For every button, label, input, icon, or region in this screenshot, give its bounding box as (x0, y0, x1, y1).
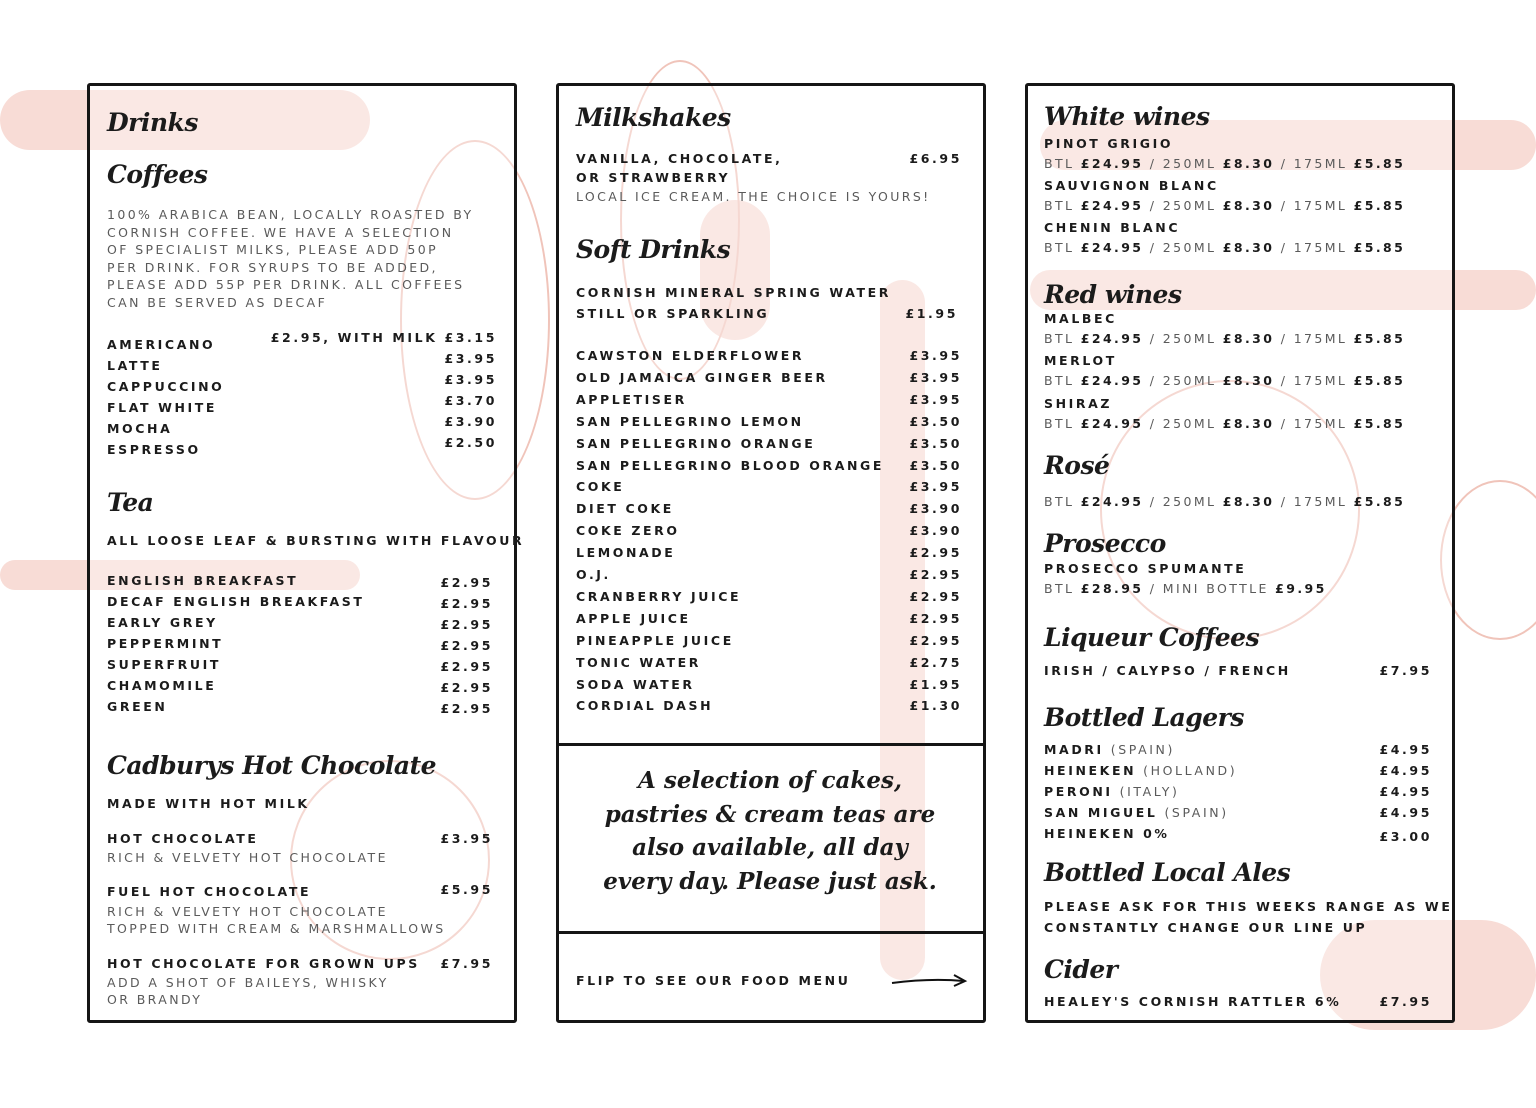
menu-item-name: STILL OR SPARKLING (576, 306, 770, 321)
menu-item-name: OR STRAWBERRY (576, 170, 731, 185)
menu-item-description: TOPPED WITH CREAM & MARSHMALLOWS (107, 921, 446, 936)
bottle-price: £24.95 (1080, 156, 1144, 171)
wine-prices (1044, 156, 1405, 172)
bottle-price: £24.95 (1080, 198, 1144, 213)
lager-brand: PERONI (1044, 784, 1113, 799)
glass-175ml-label: 175ML (1293, 156, 1348, 171)
rose-heading: Rosé (1044, 451, 1110, 480)
bottled-lagers-heading: Bottled Lagers (1044, 703, 1244, 732)
menu-item-name: FLAT WHITE (107, 400, 218, 415)
bottle-price: £24.95 (1080, 373, 1144, 388)
menu-item-name: CRANBERRY JUICE (576, 588, 742, 604)
menu-item-price: £3.90 (444, 414, 497, 429)
glass-250ml-price: £8.30 (1222, 331, 1275, 346)
menu-item-price: £2.95 (909, 632, 962, 648)
menu-item-price: £2.95 (440, 575, 493, 590)
glass-175ml-price: £5.85 (1353, 198, 1406, 213)
bottle-label: BTL (1044, 416, 1075, 431)
cakes-note: A selection of cakes, (638, 767, 902, 794)
glass-250ml-label: 250ML (1162, 156, 1217, 171)
bottle-price: £28.95 (1080, 581, 1144, 596)
menu-item-price: £2.95, WITH MILK £3.15 (270, 330, 497, 345)
glass-175ml-price: £5.85 (1353, 156, 1406, 171)
menu-item-name: DECAF ENGLISH BREAKFAST (107, 594, 365, 609)
menu-item-name: APPLE JUICE (576, 610, 691, 626)
separator: / (1280, 331, 1288, 346)
menu-item-price: £3.00 (1379, 829, 1432, 844)
bottle-label: BTL (1044, 240, 1075, 255)
glass-175ml-price: £5.85 (1353, 240, 1406, 255)
glass-175ml-price: £5.85 (1353, 416, 1406, 431)
menu-item-price: £3.90 (909, 501, 962, 517)
menu-item-name: SAN PELLEGRINO BLOOD ORANGE (576, 457, 885, 473)
glass-175ml-label: 175ML (1293, 331, 1348, 346)
glass-175ml-label: 175ML (1293, 240, 1348, 255)
red-wines-heading: Red wines (1044, 280, 1182, 309)
menu-item-price: £4.95 (1379, 763, 1432, 778)
coffees-description: OF SPECIALIST MILKS, PLEASE ADD 50P (107, 242, 439, 257)
menu-item-name: PEPPERMINT (107, 636, 224, 651)
separator: / (1280, 156, 1288, 171)
menu-item-name: COKE (576, 479, 625, 495)
menu-item-price: £3.90 (909, 523, 962, 539)
menu-item-price: £1.95 (905, 306, 958, 321)
lager-origin: (SPAIN) (1164, 805, 1229, 820)
menu-item-name: CORDIAL DASH (576, 698, 714, 714)
wine-name: SHIRAZ (1044, 396, 1113, 411)
coffees-description: PLEASE ADD 55P PER DRINK. ALL COFFEES (107, 277, 465, 292)
section-title: Drinks (107, 108, 198, 137)
tea-heading: Tea (107, 488, 154, 517)
menu-item-price: £7.95 (440, 956, 493, 971)
menu-item-price: £2.95 (440, 701, 493, 716)
glass-175ml-label: 175ML (1293, 373, 1348, 388)
menu-item-name: FUEL HOT CHOCOLATE (107, 884, 312, 899)
glass-175ml-price: £5.85 (1353, 494, 1406, 509)
glass-250ml-price: £8.30 (1222, 416, 1275, 431)
prosecco-prices (1044, 581, 1327, 597)
glass-175ml-price: £5.85 (1353, 373, 1406, 388)
menu-item-name: OLD JAMAICA GINGER BEER (576, 369, 828, 385)
separator: / (1149, 331, 1157, 346)
menu-item-name: SAN PELLEGRINO ORANGE (576, 435, 816, 451)
menu-item-name: COKE ZERO (576, 523, 680, 539)
coffees-description: CORNISH COFFEE. WE HAVE A SELECTION (107, 224, 454, 240)
separator: / (1149, 198, 1157, 213)
menu-item-name: HOT CHOCOLATE FOR GROWN UPS (107, 956, 420, 971)
menu-item-name: PINEAPPLE JUICE (576, 632, 734, 648)
coffees-description: 100% ARABICA BEAN, LOCALLY ROASTED BY (107, 207, 474, 222)
glass-175ml-label: 175ML (1293, 198, 1348, 213)
white-wines-heading: White wines (1044, 102, 1210, 131)
bottle-price: £24.95 (1080, 331, 1144, 346)
flip-to-food-menu-link[interactable]: FLIP TO SEE OUR FOOD MENU (576, 973, 851, 988)
separator: / (1280, 494, 1288, 509)
menu-item-name: CORNISH MINERAL SPRING WATER (576, 285, 891, 300)
lager-origin: (SPAIN) (1110, 742, 1175, 757)
menu-item-name: EARLY GREY (107, 615, 218, 630)
hot-chocolate-heading: Cadburys Hot Chocolate (107, 751, 437, 780)
menu-item-name: IRISH / CALYPSO / FRENCH (1044, 663, 1291, 678)
lager-name (1044, 826, 1170, 842)
wine-prices (1044, 198, 1405, 214)
menu-item-name: ENGLISH BREAKFAST (107, 573, 299, 588)
menu-item-price: £3.95 (909, 391, 962, 407)
bottle-label: BTL (1044, 581, 1075, 596)
mini-bottle-label: MINI BOTTLE (1162, 581, 1269, 596)
menu-item-name: LATTE (107, 358, 163, 373)
lager-brand: HEINEKEN (1044, 763, 1137, 778)
separator: / (1280, 198, 1288, 213)
separator: / (1149, 494, 1157, 509)
coffees-heading: Coffees (107, 160, 208, 189)
menu-item-price: £3.95 (444, 351, 497, 366)
menu-item-name: AMERICANO (107, 337, 216, 352)
menu-item-price: £3.95 (909, 348, 962, 363)
glass-250ml-price: £8.30 (1222, 240, 1275, 255)
menu-item-price: £2.95 (440, 638, 493, 653)
menu-item-price: £2.95 (909, 588, 962, 604)
menu-item-price: £3.95 (909, 479, 962, 495)
coffees-description: PER DRINK. FOR SYRUPS TO BE ADDED, (107, 259, 438, 275)
glass-250ml-price: £8.30 (1222, 198, 1275, 213)
bottled-local-ales-heading: Bottled Local Ales (1044, 858, 1291, 887)
cakes-note: also available, all day (632, 834, 908, 861)
wine-prices (1044, 331, 1405, 347)
menu-item-name: CAWSTON ELDERFLOWER (576, 348, 805, 363)
menu-item-name: MOCHA (107, 421, 173, 436)
menu-item-price: £2.95 (440, 596, 493, 611)
tea-note: ALL LOOSE LEAF & BURSTING WITH FLAVOUR (107, 533, 525, 548)
wine-name: MERLOT (1044, 353, 1117, 368)
menu-item-price: £7.95 (1379, 994, 1432, 1009)
wine-name: PROSECCO SPUMANTE (1044, 561, 1247, 576)
lager-origin: (HOLLAND) (1143, 763, 1238, 778)
lager-name (1044, 805, 1229, 821)
menu-item-description: OR BRANDY (107, 992, 203, 1007)
menu-item-price: £7.95 (1379, 663, 1432, 678)
glass-175ml-label: 175ML (1293, 416, 1348, 431)
menu-item-description: RICH & VELVETY HOT CHOCOLATE (107, 904, 388, 919)
soft-drinks-heading: Soft Drinks (576, 235, 731, 264)
glass-250ml-price: £8.30 (1222, 373, 1275, 388)
separator: / (1280, 416, 1288, 431)
menu-item-name: VANILLA, CHOCOLATE, (576, 151, 783, 166)
wine-prices (1044, 416, 1405, 432)
bottle-price: £24.95 (1080, 494, 1144, 509)
menu-item-description: ADD A SHOT OF BAILEYS, WHISKY (107, 975, 389, 990)
menu-item-name: HEALEY'S CORNISH RATTLER 6% (1044, 994, 1342, 1009)
liqueur-coffees-heading: Liqueur Coffees (1044, 623, 1260, 652)
mini-bottle-price: £9.95 (1275, 581, 1327, 596)
menu-item-price: £4.95 (1379, 805, 1432, 820)
menu-item-name: APPLETISER (576, 391, 687, 407)
bottle-label: BTL (1044, 373, 1075, 388)
menu-item-price: £1.95 (909, 676, 962, 692)
lager-name (1044, 763, 1237, 779)
glass-250ml-price: £8.30 (1222, 494, 1275, 509)
separator: / (1149, 373, 1157, 388)
menu-item-price: £3.50 (909, 457, 962, 473)
milkshakes-heading: Milkshakes (576, 103, 731, 132)
separator: / (1149, 156, 1157, 171)
menu-item-price: £2.95 (909, 567, 962, 582)
menu-item-name: O.J. (576, 567, 611, 582)
cider-heading: Cider (1044, 955, 1118, 984)
bottle-price: £24.95 (1080, 416, 1144, 431)
wine-name: PINOT GRIGIO (1044, 136, 1174, 151)
glass-250ml-label: 250ML (1162, 494, 1217, 509)
wine-name: SAUVIGNON BLANC (1044, 178, 1219, 193)
ales-note: PLEASE ASK FOR THIS WEEKS RANGE AS WE (1044, 899, 1453, 914)
lager-name (1044, 784, 1179, 800)
menu-item-name: GREEN (107, 699, 168, 714)
menu-item-price: £2.50 (444, 435, 497, 450)
menu-item-price: £4.95 (1379, 784, 1432, 799)
glass-175ml-label: 175ML (1293, 494, 1348, 509)
menu-item-price: £3.95 (440, 831, 493, 846)
divider (556, 931, 986, 934)
menu-item-price: £1.30 (909, 698, 962, 714)
lager-name (1044, 742, 1175, 758)
menu-item-description: LOCAL ICE CREAM. THE CHOICE IS YOURS! (576, 189, 931, 204)
menu-item-name: SUPERFRUIT (107, 657, 221, 672)
lager-origin: (ITALY) (1119, 784, 1180, 799)
glass-250ml-label: 250ML (1162, 331, 1217, 346)
menu-item-price: £3.95 (909, 369, 962, 385)
separator: / (1149, 240, 1157, 255)
glass-250ml-label: 250ML (1162, 416, 1217, 431)
bottle-label: BTL (1044, 331, 1075, 346)
menu-item-price: £3.50 (909, 435, 962, 451)
cakes-note: pastries & cream teas are (604, 800, 936, 828)
menu-item-name: SAN PELLEGRINO LEMON (576, 413, 804, 429)
separator: / (1149, 581, 1157, 596)
menu-item-price: £2.75 (909, 654, 962, 670)
coffees-description: CAN BE SERVED AS DECAF (107, 294, 328, 310)
ales-note: CONSTANTLY CHANGE OUR LINE UP (1044, 920, 1368, 935)
menu-item-name: CHAMOMILE (107, 678, 217, 693)
glass-175ml-price: £5.85 (1353, 331, 1406, 346)
lager-brand: MADRI (1044, 742, 1104, 757)
menu-item-price: £2.95 (440, 617, 493, 632)
bottle-label: BTL (1044, 494, 1075, 509)
bottle-price: £24.95 (1080, 240, 1144, 255)
menu-item-price: £5.95 (440, 882, 493, 897)
separator: / (1280, 240, 1288, 255)
lager-brand: SAN MIGUEL (1044, 805, 1158, 820)
arrow-right-icon (890, 972, 968, 990)
separator: / (1280, 373, 1288, 388)
wine-prices (1044, 373, 1405, 389)
hot-chocolate-note: MADE WITH HOT MILK (107, 796, 310, 811)
menu-item-name: SODA WATER (576, 676, 695, 692)
lager-brand: HEINEKEN 0% (1044, 826, 1170, 841)
menu-item-name: LEMONADE (576, 545, 676, 561)
menu-item-description: RICH & VELVETY HOT CHOCOLATE (107, 850, 388, 865)
menu-item-name: TONIC WATER (576, 654, 702, 670)
menu-item-price: £2.95 (909, 610, 962, 626)
wine-prices (1044, 240, 1405, 256)
menu-item-price: £2.95 (440, 680, 493, 695)
prosecco-heading: Prosecco (1044, 529, 1166, 558)
menu-item-price: £2.95 (440, 659, 493, 674)
menu-item-name: CAPPUCCINO (107, 379, 225, 394)
wine-name: MALBEC (1044, 311, 1117, 326)
glass-250ml-price: £8.30 (1222, 156, 1275, 171)
menu-item-price: £3.70 (444, 393, 497, 408)
cakes-note: every day. Please just ask. (603, 867, 937, 895)
menu-item-price: £3.95 (444, 372, 497, 387)
menu-item-price: £6.95 (909, 151, 962, 166)
menu-item-price: £2.95 (909, 545, 962, 561)
menu-item-price: £3.50 (909, 413, 962, 429)
wine-prices (1044, 494, 1405, 510)
menu-item-name: HOT CHOCOLATE (107, 831, 259, 846)
glass-250ml-label: 250ML (1162, 198, 1217, 213)
glass-250ml-label: 250ML (1162, 373, 1217, 388)
bottle-label: BTL (1044, 198, 1075, 213)
menu-item-name: DIET COKE (576, 501, 674, 517)
glass-250ml-label: 250ML (1162, 240, 1217, 255)
wine-name: CHENIN BLANC (1044, 220, 1181, 235)
divider (556, 743, 986, 746)
bottle-label: BTL (1044, 156, 1075, 171)
menu-item-price: £4.95 (1379, 742, 1432, 757)
menu-item-name: ESPRESSO (107, 442, 201, 457)
separator: / (1149, 416, 1157, 431)
